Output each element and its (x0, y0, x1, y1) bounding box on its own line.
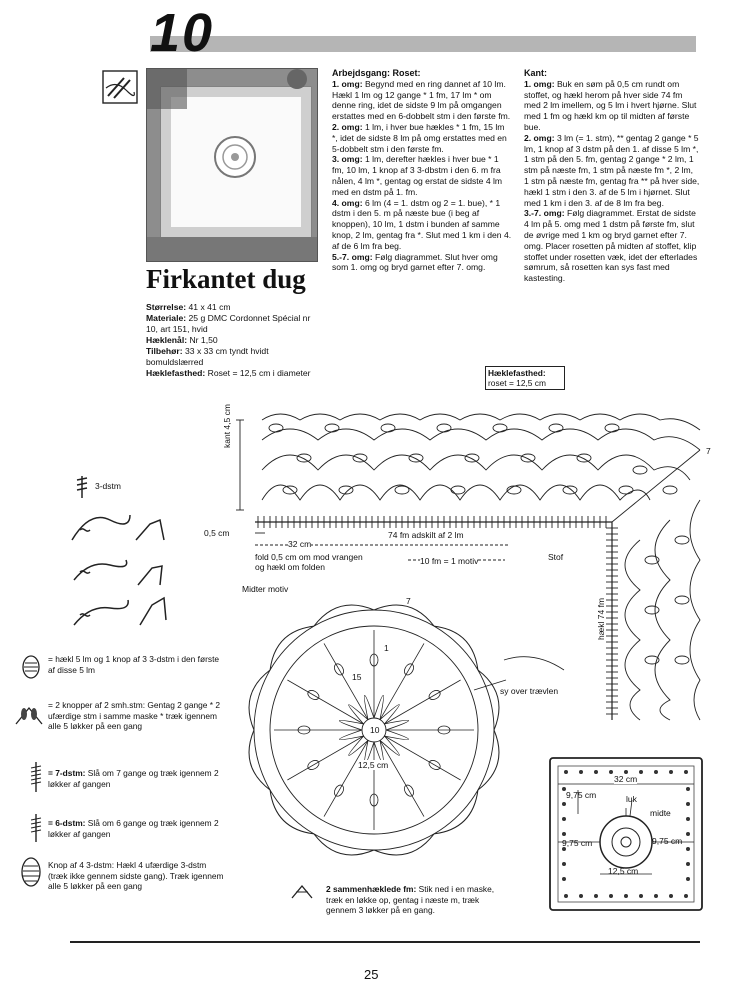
joined-fm-instructions: 2 sammenhæklede fm: Stik ned i en maske, træk en løkke op, gentag i næste m, træk gennem 3 løkker på en gang. (326, 884, 495, 915)
page-number: 25 (364, 967, 379, 982)
bobble-icon (20, 654, 42, 680)
layout-left-label: 9,75 cm (562, 838, 593, 848)
rosette-row: 3. omg: 1 lm, derefter hækles i hver bue * 1 fm, 10 lm, 1 knop af 3 3-dbstm i den 6. m fra nålen, 4 lm *, gentag og erstat de sidste 4 lm med en dstm på 1. fm. (332, 154, 503, 197)
center-motif-label: Midter motiv (242, 584, 289, 594)
spec-accessories: Tilbehør: 33 x 33 cm tyndt hvidt bomuldslærred (146, 346, 269, 367)
cm32-label: 32 cm (288, 539, 312, 549)
legend-item: Knop af 4 3-dstm: Hækl 4 ufærdige 3-dstm (træk ikke gennem sidste gang). Træk igennem alle 5 løkker på een gang (48, 860, 224, 891)
layout-center-label: midte (650, 808, 671, 818)
four-cluster-icon (18, 856, 44, 888)
fold-label-2: og hækl om folden (255, 562, 325, 572)
spec-size: Størrelse: 41 x 41 cm (146, 302, 231, 312)
rosette-row: 1. omg: Begynd med en ring dannet af 10 lm. Hækl 1 lm og 12 gange * 1 fm, 17 lm * om denne ring, idet de sidste 9 lm på omgangen erstattes med en 6-dobbelt stm i den første fm. (332, 78, 511, 122)
round-7-motif-label: 7 (406, 596, 411, 606)
fm74-label: 74 fm adskilt af 2 lm (388, 530, 464, 540)
layout-right-label: 9,75 cm (652, 836, 683, 846)
layout-left-top-label: 9,75 cm (566, 790, 597, 800)
edge-row: 2. omg: 3 lm (= 1. stm), ** gentag 2 gange * 5 lm, 1 knop af 3 dstm på den 1. af disse 5 lm *, 1 stm på den 5. fm, gentag 2 gange * 2 lm, 1 stm på næste fm, 1 stm på næste fm *, 2 lm, 1 stm på næste fm, gentag fra ** på hver side, hækl 1 stm i den 3. af de 5 lm i hjørnet. Slut med 1 km i den 3. af de 8 lm fra beg. (524, 132, 700, 208)
pattern-title: Firkantet dug (146, 264, 306, 294)
spec-hook: Hæklenål: Nr 1,50 (146, 335, 218, 345)
legend-item: = hækl 5 lm og 1 knop af 3 3-dstm i den første af disse 5 lm (48, 654, 220, 675)
round-1-label: 1 (384, 643, 389, 653)
double-bobble-icon (14, 704, 44, 726)
stitch-3dstm-label: 3-dstm (95, 481, 121, 491)
legend-item: = 7-dstm: Slå om 7 gange og træk igennem 2 løkker af gangen (48, 768, 219, 789)
footer-rule (70, 941, 700, 943)
rosette-row: 2. omg: 1 lm, i hver bue hækles * 1 fm, 15 lm *, idet de sidste 8 lm på omg erstattes med en 5-dobbelt stm i den første fm. (332, 121, 507, 154)
diameter-label: 12,5 cm (358, 760, 389, 770)
fabric-label: Stof (548, 552, 564, 562)
layout-top-label: 32 cm (614, 774, 638, 784)
sew-over-label: sy over trævlen (500, 686, 559, 696)
rosette-chart (244, 590, 574, 890)
gauge-value: roset = 12,5 cm (488, 378, 546, 388)
spec-gauge: Hæklefasthed: Roset = 12,5 cm i diameter (146, 368, 311, 378)
legend-item: = 2 knopper af 2 smh.stm: Gentag 2 gange * 2 ufærdige stm i samme maske * træk igennem alle 5 løkker på een gang (48, 700, 221, 731)
edge-row: 3.-7. omg: Følg diagrammet. Erstat de sidste 4 lm på 5. omg med 1 dstm på første fm, slut de øvrige med 1 km og bryd garnet efter 7. omg. Placer rosetten på midten af stoffet, klip stoffet under rosetten væk, idet der efterlades sømrum, så rosetten kan sys fast med kastesting. (524, 208, 698, 284)
layout-bottom-label: 12,5 cm (608, 866, 639, 876)
fm10-label: 10 fm = 1 motiv (420, 556, 479, 566)
round-7-label: 7 (706, 446, 711, 456)
rosette-row: 5.-7. omg: Følg diagrammet. Slut hver omg som 1. omg og bryd garnet efter 7. omg. (332, 251, 498, 273)
legend-item: = 6-dstm: Slå om 6 gange og træk igennem 2 løkker af gangen (48, 818, 219, 839)
half-cm-label: 0,5 cm (204, 528, 230, 538)
joined-fm-icon (290, 884, 314, 900)
round-10-label: 10 (370, 725, 380, 735)
stitch-illustrations (60, 470, 180, 650)
gauge-label: Hæklefasthed: (488, 368, 546, 378)
edge-heading: Kant: (524, 68, 547, 78)
kant-label: kant 4,5 cm (222, 404, 232, 448)
haekl74-label: hækl 74 fm (596, 597, 606, 640)
edge-row: 1. omg: Buk en søm på 0,5 cm rundt om stoffet, og hækl herom på hver side 74 fm med 2 lm imellem, og 5 lm i hvert hjørne. Slut med 1 fm og hækl km op til midten af første bue. (524, 78, 697, 132)
spec-material: Materiale: 25 g DMC Cordonnet Spécial nr 10, art 151, hvid (146, 313, 311, 334)
rosette-heading: Arbejdsgang: Roset: (332, 68, 421, 78)
six-dstm-icon (28, 812, 44, 844)
fold-label: fold 0,5 cm om mod vrangen (255, 552, 363, 562)
round-15-label: 15 (352, 672, 362, 682)
seven-dstm-icon (28, 760, 44, 794)
layout-close-label: luk (626, 794, 637, 804)
rosette-row: 4. omg: 6 lm (4 = 1. dstm og 2 = 1. bue), * 1 dstm i den 5. m på næste bue (i beg af knoppen), 10 lm, 1 dstm i bunden af samme knop, 2 lm, gentag fra *. Slut med 1 km i den 4. af de 6 lm fra beg. (332, 197, 512, 251)
chapter-number: 10 (150, 3, 215, 63)
